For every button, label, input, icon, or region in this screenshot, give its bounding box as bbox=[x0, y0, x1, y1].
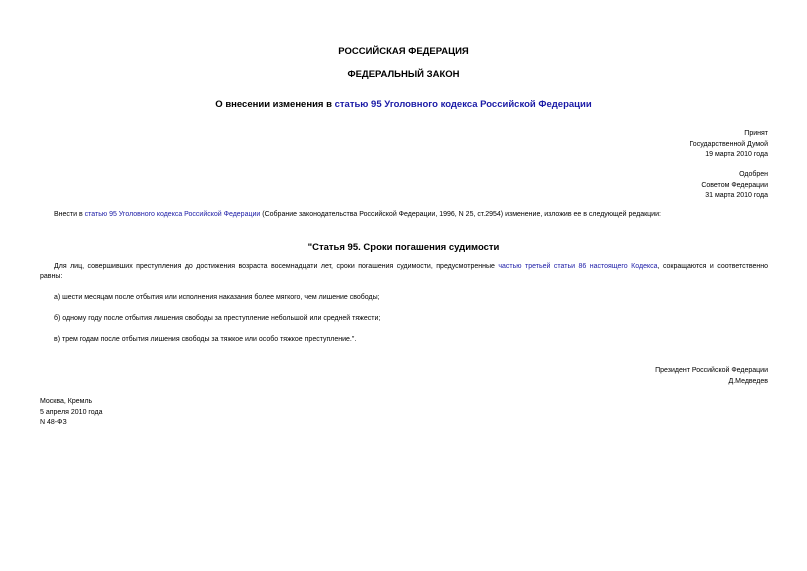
place-number: N 48-ФЗ bbox=[40, 419, 67, 426]
law-title-prefix: О внесении изменения в bbox=[215, 99, 335, 110]
adopted-line2: Государственной Думой bbox=[689, 140, 768, 148]
article-item-b: б) одному году после отбытия лишения свободы за преступление небольшой или средней тяжести; bbox=[54, 315, 381, 322]
intro-link[interactable]: статью 95 Уголовного кодекса Российской Федерации bbox=[84, 211, 261, 218]
place-city: Москва, Кремль bbox=[40, 398, 93, 405]
approved-block bbox=[701, 170, 768, 202]
intro-paragraph bbox=[54, 210, 661, 221]
article-item-c: в) трем годам после отбытия лишения свободы за тяжкое или особо тяжкое преступление.". bbox=[54, 336, 357, 343]
article-item-a: а) шести месяцам после отбытия или исполнения наказания более мягкого, чем лишение свободы; bbox=[54, 294, 380, 301]
signature-block bbox=[655, 366, 768, 387]
adopted-block bbox=[689, 129, 768, 161]
country-heading: РОССИЙСКАЯ ФЕДЕРАЦИЯ bbox=[338, 46, 469, 57]
article-body-suffix: , сокращаются и соответственно bbox=[657, 263, 769, 270]
place-block bbox=[40, 397, 103, 429]
adopted-line1: Принят bbox=[744, 130, 768, 137]
signature-name: Д.Медведев bbox=[728, 377, 768, 385]
article-heading: "Статья 95. Сроки погашения судимости bbox=[307, 242, 500, 253]
approved-line1: Одобрен bbox=[739, 171, 768, 178]
law-title bbox=[0, 99, 807, 110]
law-title-link[interactable]: статью 95 Уголовного кодекса Российской Федерации bbox=[334, 99, 592, 110]
law-type-heading: ФЕДЕРАЛЬНЫЙ ЗАКОН bbox=[347, 69, 460, 80]
article-body-line1 bbox=[54, 262, 768, 273]
adopted-line3: 19 марта 2010 года bbox=[705, 151, 768, 158]
article-body-line2: равны: bbox=[40, 273, 63, 280]
intro-suffix: (Собрание законодательства Российской Федерации, 1996, N 25, ст.2954) изменение, изложив ее в следующей редакции: bbox=[260, 211, 661, 218]
article-body-link[interactable]: частью третьей статьи 86 настоящего Кодекса bbox=[498, 263, 658, 270]
intro-prefix: Внести в bbox=[54, 211, 85, 218]
approved-line2: Советом Федерации bbox=[701, 181, 768, 189]
place-date: 5 апреля 2010 года bbox=[40, 408, 103, 416]
signature-position: Президент Российской Федерации bbox=[655, 367, 768, 374]
article-body-prefix: Для лиц, совершивших преступления до достижения возраста восемнадцати лет, сроки погашения судимости, предусмотренные bbox=[54, 263, 499, 270]
approved-line3: 31 марта 2010 года bbox=[705, 192, 768, 199]
